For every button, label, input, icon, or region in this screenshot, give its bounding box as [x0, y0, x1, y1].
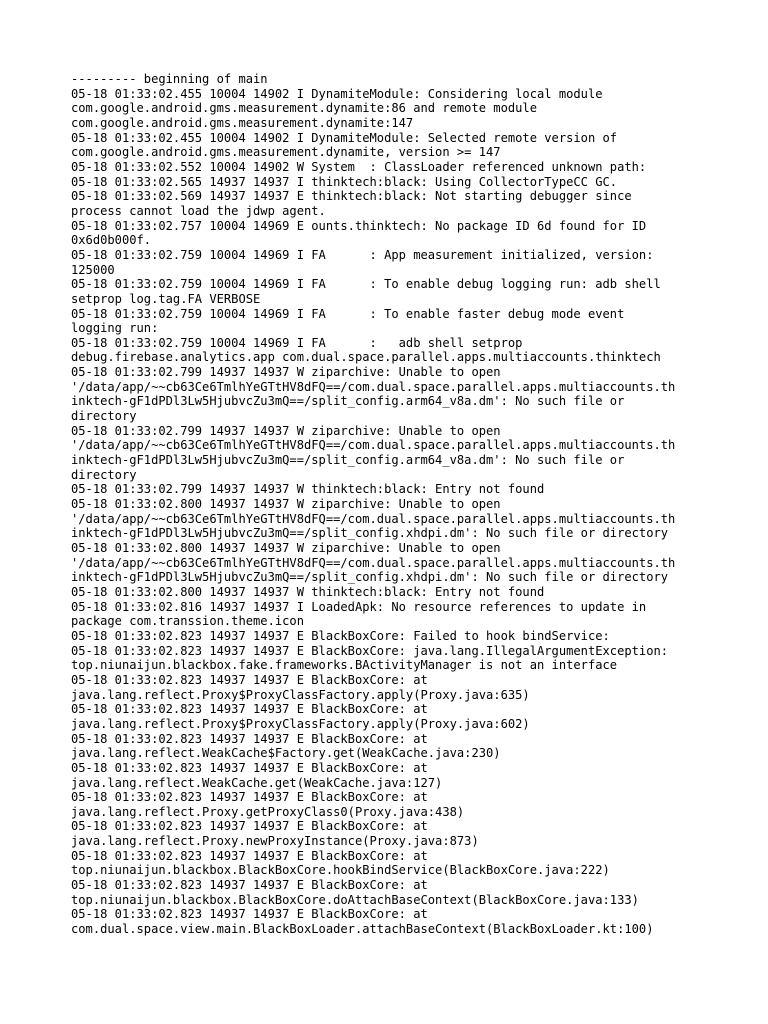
log-line: com.google.android.gms.measurement.dynamite, version >= 147 [71, 145, 501, 160]
log-line: package com.transsion.theme.icon [71, 614, 304, 629]
log-line: com.dual.space.view.main.BlackBoxLoader.attachBaseContext(BlackBoxLoader.kt:100) [71, 922, 654, 937]
log-line: com.google.android.gms.measurement.dynamite:86 and remote module [71, 101, 537, 116]
log-line: 05-18 01:33:02.816 14937 14937 I LoadedApk: No resource references to update in [71, 599, 647, 614]
log-line: 05-18 01:33:02.823 14937 14937 E BlackBoxCore: at [71, 672, 428, 687]
log-line: '/data/app/~~cb63Ce6TmlhYeGTtHV8dFQ==/com.dual.space.parallel.apps.multiaccounts.th [71, 555, 676, 570]
log-line: '/data/app/~~cb63Ce6TmlhYeGTtHV8dFQ==/com.dual.space.parallel.apps.multiaccounts.th [71, 438, 676, 453]
log-line: 05-18 01:33:02.565 14937 14937 I thinktech:black: Using CollectorTypeCC GC. [71, 174, 618, 189]
log-line: 05-18 01:33:02.569 14937 14937 E thinktech:black: Not starting debugger since [71, 189, 632, 204]
log-line: java.lang.reflect.Proxy.newProxyInstance(Proxy.java:873) [71, 834, 479, 849]
log-line: 05-18 01:33:02.757 10004 14969 E ounts.thinktech: No package ID 6d found for ID [71, 218, 647, 233]
log-line: inktech-gF1dPDl3Lw5HjubvcZu3mQ==/split_config.xhdpi.dm': No such file or directory [71, 526, 669, 541]
log-line: debug.firebase.analytics.app com.dual.space.parallel.apps.multiaccounts.thinktech [71, 350, 661, 365]
log-line: '/data/app/~~cb63Ce6TmlhYeGTtHV8dFQ==/com.dual.space.parallel.apps.multiaccounts.th [71, 511, 676, 526]
log-line: inktech-gF1dPDl3Lw5HjubvcZu3mQ==/split_config.arm64_v8a.dm': No such file or [71, 453, 625, 468]
log-line: 05-18 01:33:02.759 10004 14969 I FA : App measurement initialized, version: [71, 247, 654, 262]
log-line: 05-18 01:33:02.823 14937 14937 E BlackBoxCore: at [71, 848, 428, 863]
log-line: top.niunaijun.blackbox.fake.frameworks.BActivityManager is not an interface [71, 658, 618, 673]
log-line: 05-18 01:33:02.823 14937 14937 E BlackBoxCore: at [71, 907, 428, 922]
log-line: 05-18 01:33:02.552 10004 14902 W System : ClassLoader referenced unknown path: [71, 159, 647, 174]
log-line: 0x6d0b000f. [71, 233, 152, 248]
log-line: 05-18 01:33:02.799 14937 14937 W ziparchive: Unable to open [71, 365, 501, 380]
log-line: 05-18 01:33:02.800 14937 14937 W thinktech:black: Entry not found [71, 584, 545, 599]
log-line: 05-18 01:33:02.759 10004 14969 I FA : To enable debug logging run: adb shell [71, 277, 661, 292]
log-line: 05-18 01:33:02.455 10004 14902 I DynamiteModule: Selected remote version of [71, 130, 618, 145]
log-line: 05-18 01:33:02.823 14937 14937 E BlackBoxCore: at [71, 819, 428, 834]
log-line: setprop log.tag.FA VERBOSE [71, 291, 261, 306]
log-line: inktech-gF1dPDl3Lw5HjubvcZu3mQ==/split_config.arm64_v8a.dm': No such file or [71, 394, 625, 409]
log-line: 05-18 01:33:02.823 14937 14937 E BlackBoxCore: at [71, 731, 428, 746]
log-line: top.niunaijun.blackbox.BlackBoxCore.hookBindService(BlackBoxCore.java:222) [71, 863, 610, 878]
log-line: java.lang.reflect.Proxy$ProxyClassFactory.apply(Proxy.java:602) [71, 716, 530, 731]
log-line: 05-18 01:33:02.823 14937 14937 E BlackBoxCore: java.lang.IllegalArgumentException: [71, 643, 669, 658]
log-line: 05-18 01:33:02.799 14937 14937 W ziparchive: Unable to open [71, 423, 501, 438]
log-line: --------- beginning of main [71, 72, 268, 86]
log-line: com.google.android.gms.measurement.dynamite:147 [71, 115, 414, 130]
log-document [71, 72, 761, 937]
log-line: 125000 [71, 262, 115, 277]
log-line: process cannot load the jdwp agent. [71, 203, 326, 218]
log-line: 05-18 01:33:02.759 10004 14969 I FA : adb shell setprop [71, 335, 523, 350]
log-line: 05-18 01:33:02.823 14937 14937 E BlackBoxCore: at [71, 878, 428, 893]
log-line: 05-18 01:33:02.800 14937 14937 W ziparchive: Unable to open [71, 497, 501, 512]
log-line: inktech-gF1dPDl3Lw5HjubvcZu3mQ==/split_config.xhdpi.dm': No such file or directory [71, 570, 669, 585]
log-line: java.lang.reflect.Proxy.getProxyClass0(Proxy.java:438) [71, 804, 465, 819]
log-line: 05-18 01:33:02.823 14937 14937 E BlackBoxCore: at [71, 760, 428, 775]
log-line: 05-18 01:33:02.823 14937 14937 E BlackBoxCore: at [71, 790, 428, 805]
log-line: 05-18 01:33:02.799 14937 14937 W thinktech:black: Entry not found [71, 482, 545, 497]
log-line: java.lang.reflect.WeakCache.get(WeakCache.java:127) [71, 775, 443, 790]
log-line: directory [71, 409, 137, 424]
log-line: 05-18 01:33:02.455 10004 14902 I DynamiteModule: Considering local module [71, 86, 603, 101]
log-line: '/data/app/~~cb63Ce6TmlhYeGTtHV8dFQ==/com.dual.space.parallel.apps.multiaccounts.th [71, 379, 676, 394]
log-line: top.niunaijun.blackbox.BlackBoxCore.doAttachBaseContext(BlackBoxCore.java:133) [71, 892, 639, 907]
log-line: 05-18 01:33:02.759 10004 14969 I FA : To enable faster debug mode event [71, 306, 625, 321]
log-line: 05-18 01:33:02.800 14937 14937 W ziparchive: Unable to open [71, 541, 501, 555]
log-line: directory [71, 467, 137, 482]
log-line: logging run: [71, 321, 159, 336]
log-line: 05-18 01:33:02.823 14937 14937 E BlackBoxCore: Failed to hook bindService: [71, 628, 610, 643]
log-line: java.lang.reflect.WeakCache$Factory.get(WeakCache.java:230) [71, 746, 501, 761]
log-line: java.lang.reflect.Proxy$ProxyClassFactory.apply(Proxy.java:635) [71, 687, 530, 702]
log-line: 05-18 01:33:02.823 14937 14937 E BlackBoxCore: at [71, 702, 428, 717]
